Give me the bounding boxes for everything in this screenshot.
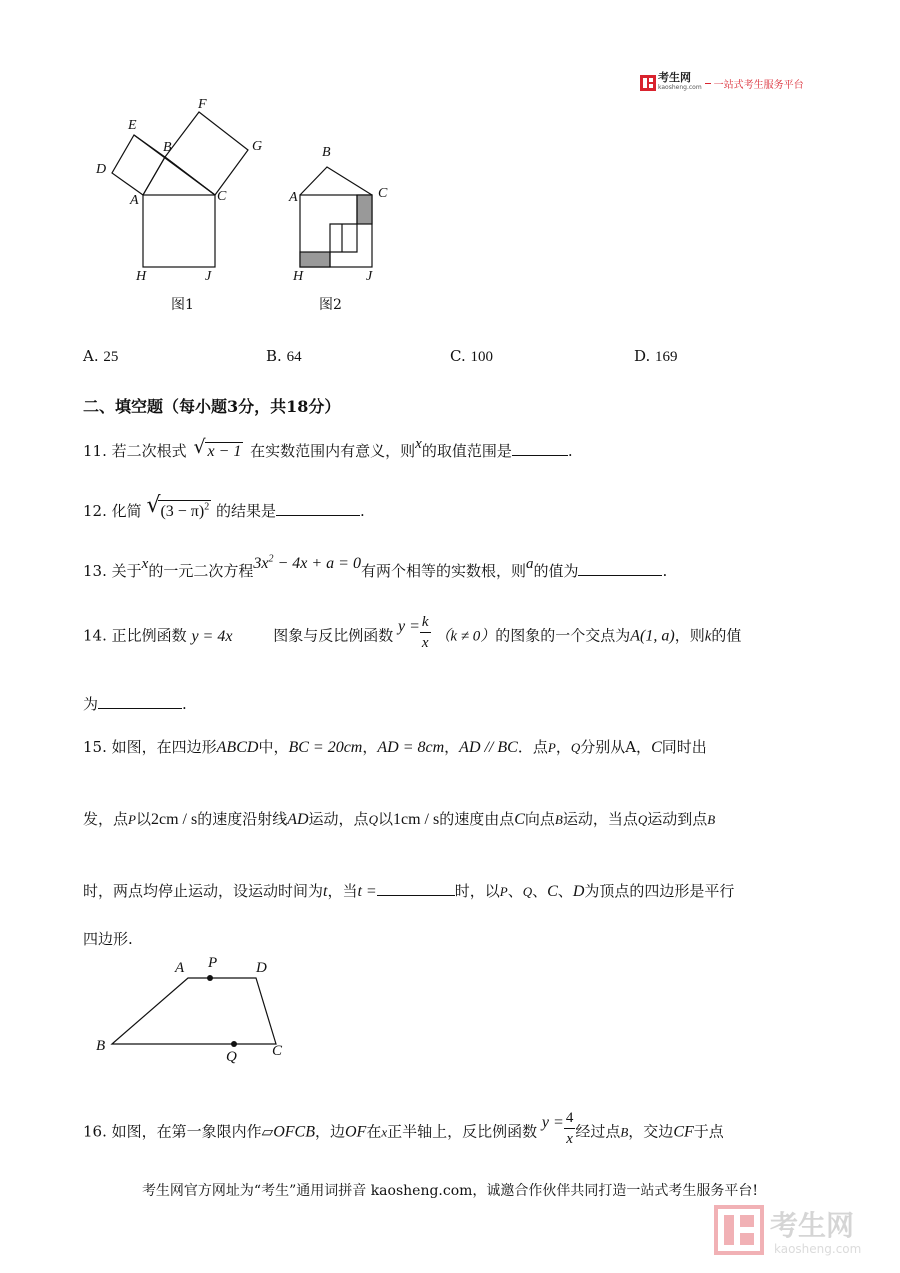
q15-math: 1cm / s bbox=[392, 811, 440, 828]
choice-value: 64 bbox=[286, 349, 302, 365]
q16-text-1: 如图，在第一象限内作 bbox=[111, 1122, 262, 1141]
choice-letter: C. bbox=[450, 347, 466, 365]
choice-a bbox=[83, 347, 118, 366]
q16-function-lhs: y = bbox=[541, 1113, 564, 1131]
q14-text-1: 正比例函数 bbox=[111, 626, 187, 645]
question-number: 14. bbox=[83, 626, 107, 645]
fig1-label-E: E bbox=[128, 118, 137, 133]
q13-text-2: 的一元二次方程 bbox=[148, 562, 254, 580]
q15-text: 发，点 bbox=[83, 810, 129, 828]
sqrt-expression: √ $(3 - \pi)^2$ bbox=[146, 493, 210, 520]
q13-text-3: 有两个相等的实数根，则 bbox=[360, 562, 526, 580]
fig2-label-J: J bbox=[366, 269, 373, 284]
choice-value: 169 bbox=[655, 349, 678, 365]
q16-text-5: 经过点 bbox=[575, 1122, 621, 1141]
q14-frac-den: x bbox=[421, 635, 429, 651]
q15-text: 分别从A， bbox=[580, 738, 652, 756]
q15-text: 中， bbox=[258, 738, 289, 756]
header-brand-url: kaosheng.com bbox=[658, 84, 702, 91]
q15-math: P bbox=[499, 884, 508, 899]
q16-text-7: 于点 bbox=[693, 1122, 724, 1141]
fig1-caption: 图1 bbox=[171, 297, 194, 313]
q14-text-5: 的值 bbox=[711, 626, 742, 645]
question-13 bbox=[83, 553, 668, 581]
q15-text: 如图，在四边形 bbox=[111, 738, 217, 756]
q16-side2: CF bbox=[673, 1123, 694, 1141]
fig1-label-B: B bbox=[163, 140, 172, 155]
fig-q15-label-B: B bbox=[96, 1038, 106, 1054]
question-14-line-2 bbox=[83, 693, 187, 714]
q11-answer-blank[interactable] bbox=[512, 441, 568, 456]
q11-end: . bbox=[567, 442, 573, 460]
footer-text: 考生网官方网址为“考生”通用词拼音 kaosheng.com，诚邀合作伙伴共同打造一站式考生服务平台! bbox=[141, 1183, 759, 1199]
fig2-caption: 图2 bbox=[319, 297, 342, 313]
header-slogan: 一站式考生服务平台 bbox=[713, 79, 804, 91]
q13-eq-b: − 4x + a = 0 bbox=[273, 555, 361, 572]
q14-frac-num: k bbox=[420, 612, 431, 633]
q12-text-2: 的结果是 bbox=[215, 502, 276, 520]
q15-text: 同时出 bbox=[661, 738, 707, 756]
q11-radicand: x − 1 bbox=[207, 443, 242, 460]
q13-equation bbox=[253, 555, 361, 572]
q14-line2-text: 为 bbox=[83, 695, 99, 713]
fig1-label-J: J bbox=[205, 269, 212, 284]
q15-text: 、 bbox=[532, 882, 548, 900]
section-title: 二、填空题（每小题3分，共18分） bbox=[83, 397, 341, 416]
q16-frac-den: x bbox=[566, 1131, 573, 1147]
q15-text: 运动到点 bbox=[647, 810, 708, 828]
question-16 bbox=[83, 1112, 724, 1153]
q16-text-3: 在 bbox=[366, 1122, 382, 1141]
q15-text: 、 bbox=[507, 882, 523, 900]
header-logo bbox=[640, 72, 804, 94]
q15-math: C bbox=[547, 883, 558, 900]
fig1-label-H: H bbox=[136, 269, 147, 284]
q15-text: 为顶点的四边形是平行 bbox=[584, 882, 735, 900]
q15-text: 的速度沿射线 bbox=[197, 810, 288, 828]
question-number: 15. bbox=[83, 738, 107, 756]
fig-q15-label-C: C bbox=[272, 1043, 283, 1059]
watermark-logo-icon bbox=[714, 1205, 764, 1255]
q15-text: ， bbox=[362, 738, 378, 756]
fig1-label-D: D bbox=[96, 162, 107, 177]
q15-text: ，当 bbox=[327, 882, 358, 900]
q15-math: P bbox=[128, 812, 136, 827]
choice-value: 100 bbox=[470, 349, 493, 365]
point-P bbox=[207, 975, 213, 981]
q12-inner: (3 − π) bbox=[160, 503, 205, 520]
q14-fraction bbox=[420, 612, 431, 653]
q14-text-3: 的图象的一个交点为 bbox=[495, 626, 631, 645]
q15-text: 运动，点 bbox=[308, 810, 369, 828]
q14-condition: （k ≠ 0） bbox=[435, 628, 496, 645]
question-number: 12. bbox=[83, 502, 107, 520]
q12-answer-blank[interactable] bbox=[276, 501, 360, 516]
fig-q15-label-P: P bbox=[208, 955, 218, 971]
fig2-label-C: C bbox=[378, 186, 388, 201]
q15-math: Q bbox=[637, 812, 648, 827]
q15-math: C bbox=[514, 811, 525, 828]
figure-quadrilateral bbox=[100, 960, 300, 1060]
q11-text-1: 若二次根式 bbox=[111, 442, 187, 460]
question-12 bbox=[83, 493, 365, 521]
q15-text: 以 bbox=[377, 810, 393, 828]
sqrt-expression: √ x − 1 bbox=[193, 436, 242, 460]
fig2-label-B: B bbox=[322, 145, 331, 160]
q12-text-1: 化简 bbox=[111, 502, 142, 520]
choice-letter: D. bbox=[634, 347, 651, 365]
q15-text: 、 bbox=[557, 882, 573, 900]
q15-text: ， bbox=[444, 738, 460, 756]
fig1-label-C: C bbox=[217, 189, 227, 204]
q16-fraction bbox=[564, 1108, 576, 1149]
question-15-line-2 bbox=[83, 808, 715, 829]
q15-math: B bbox=[554, 812, 563, 827]
q11-text-2: 在实数范围内有意义，则 bbox=[250, 442, 416, 460]
choice-d bbox=[634, 347, 678, 366]
fig-q15-label-Q: Q bbox=[226, 1049, 237, 1065]
q14-end: . bbox=[182, 695, 187, 713]
q14-point: A(1, a) bbox=[630, 627, 675, 645]
question-15-line-1 bbox=[83, 736, 707, 757]
watermark-cn: 考生网 bbox=[770, 1209, 855, 1242]
q15-text: 的速度由点 bbox=[439, 810, 515, 828]
q15-math: ABCD bbox=[216, 739, 259, 756]
q13-text-1: 关于 bbox=[111, 562, 142, 580]
q16-side: OF bbox=[345, 1123, 367, 1141]
question-15-line-4 bbox=[83, 928, 133, 949]
q15-math: D bbox=[572, 883, 585, 900]
choice-b bbox=[266, 347, 302, 366]
q15-math: Q bbox=[570, 740, 581, 755]
q15-math: Q bbox=[368, 812, 378, 827]
figure-1 bbox=[90, 95, 270, 295]
q15-math: 2cm / s bbox=[150, 811, 198, 828]
q15-text: 时，以 bbox=[454, 882, 500, 900]
q15-text: ， bbox=[555, 738, 571, 756]
q15-math: t = bbox=[357, 883, 377, 900]
q13-answer-blank[interactable] bbox=[578, 561, 662, 576]
q14-var: k bbox=[704, 628, 712, 645]
figure-2 bbox=[290, 150, 390, 275]
q15-math: AD = 8cm bbox=[377, 739, 445, 756]
q15-math: BC = 20cm bbox=[288, 739, 363, 756]
fig1-label-A: A bbox=[130, 193, 139, 208]
choice-value: 25 bbox=[103, 349, 119, 365]
q16-shape: OFCB bbox=[273, 1123, 315, 1141]
q16-frac-num: 4 bbox=[564, 1108, 576, 1129]
q15-text: 时，两点均停止运动，设运动时间为 bbox=[83, 882, 324, 900]
question-15-line-3 bbox=[83, 880, 734, 901]
q13-end: . bbox=[662, 562, 668, 580]
q16-point: B bbox=[620, 1124, 629, 1140]
q15-text: ．点 bbox=[517, 738, 548, 756]
q15-text: 以 bbox=[135, 810, 151, 828]
point-Q bbox=[231, 1041, 237, 1047]
q13-text-4: 的值为 bbox=[533, 562, 579, 580]
q15-answer-blank[interactable] bbox=[377, 881, 455, 896]
q13-eq-exp: 2 bbox=[268, 553, 274, 565]
question-11 bbox=[83, 436, 573, 461]
watermark bbox=[714, 1200, 884, 1264]
q14-function-1: y = 4x bbox=[191, 627, 233, 645]
question-14 bbox=[83, 616, 741, 657]
question-number: 16. bbox=[83, 1122, 107, 1141]
question-number: 13. bbox=[83, 562, 107, 580]
q15-math: P bbox=[547, 740, 556, 755]
fig1-label-F: F bbox=[198, 97, 207, 112]
q14-function-2-lhs: y = bbox=[398, 617, 420, 635]
q16-axis: x bbox=[381, 1124, 388, 1140]
q13-var2: a bbox=[525, 556, 534, 572]
q16-text-4: 正半轴上，反比例函数 bbox=[387, 1122, 538, 1141]
q14-answer-blank[interactable] bbox=[98, 694, 182, 709]
q13-var: x bbox=[141, 556, 149, 572]
choice-letter: A. bbox=[83, 347, 99, 365]
q16-text-6: ，交边 bbox=[628, 1122, 674, 1141]
choice-c bbox=[450, 347, 493, 366]
q15-math: t bbox=[323, 883, 328, 900]
fig2-label-H: H bbox=[293, 269, 304, 284]
q11-text-3: 的取值范围是 bbox=[421, 442, 512, 460]
q11-var: x bbox=[415, 436, 422, 452]
q15-text: 运动，当点 bbox=[562, 810, 638, 828]
q15-math: B bbox=[707, 812, 716, 827]
watermark-url: kaosheng.com bbox=[774, 1242, 862, 1256]
fig-q15-label-D: D bbox=[256, 960, 267, 976]
q15-text: 向点 bbox=[524, 810, 555, 828]
q15-math: C bbox=[651, 739, 662, 756]
kaosheng-logo-icon bbox=[640, 75, 656, 91]
q16-text-2: ，边 bbox=[314, 1122, 345, 1141]
fig2-label-A: A bbox=[289, 190, 298, 205]
q15-text: 四边形. bbox=[83, 930, 133, 948]
q15-math: AD bbox=[287, 811, 309, 828]
q13-eq-a: 3x bbox=[253, 555, 269, 572]
fig1-label-G: G bbox=[252, 139, 263, 154]
q15-math: AD // BC bbox=[459, 739, 518, 756]
choice-letter: B. bbox=[266, 347, 282, 365]
q12-end: . bbox=[360, 502, 365, 520]
q14-text-4: ，则 bbox=[674, 626, 705, 645]
parallelogram-symbol: ▱ bbox=[261, 1122, 274, 1141]
q12-exponent: 2 bbox=[204, 501, 210, 513]
header-brand-cn: 考生网 bbox=[658, 71, 691, 84]
q15-math: Q bbox=[522, 884, 533, 899]
question-number: 11. bbox=[83, 442, 107, 460]
q14-text-2: 图象与反比例函数 bbox=[273, 626, 394, 645]
fig-q15-label-A: A bbox=[175, 960, 185, 976]
